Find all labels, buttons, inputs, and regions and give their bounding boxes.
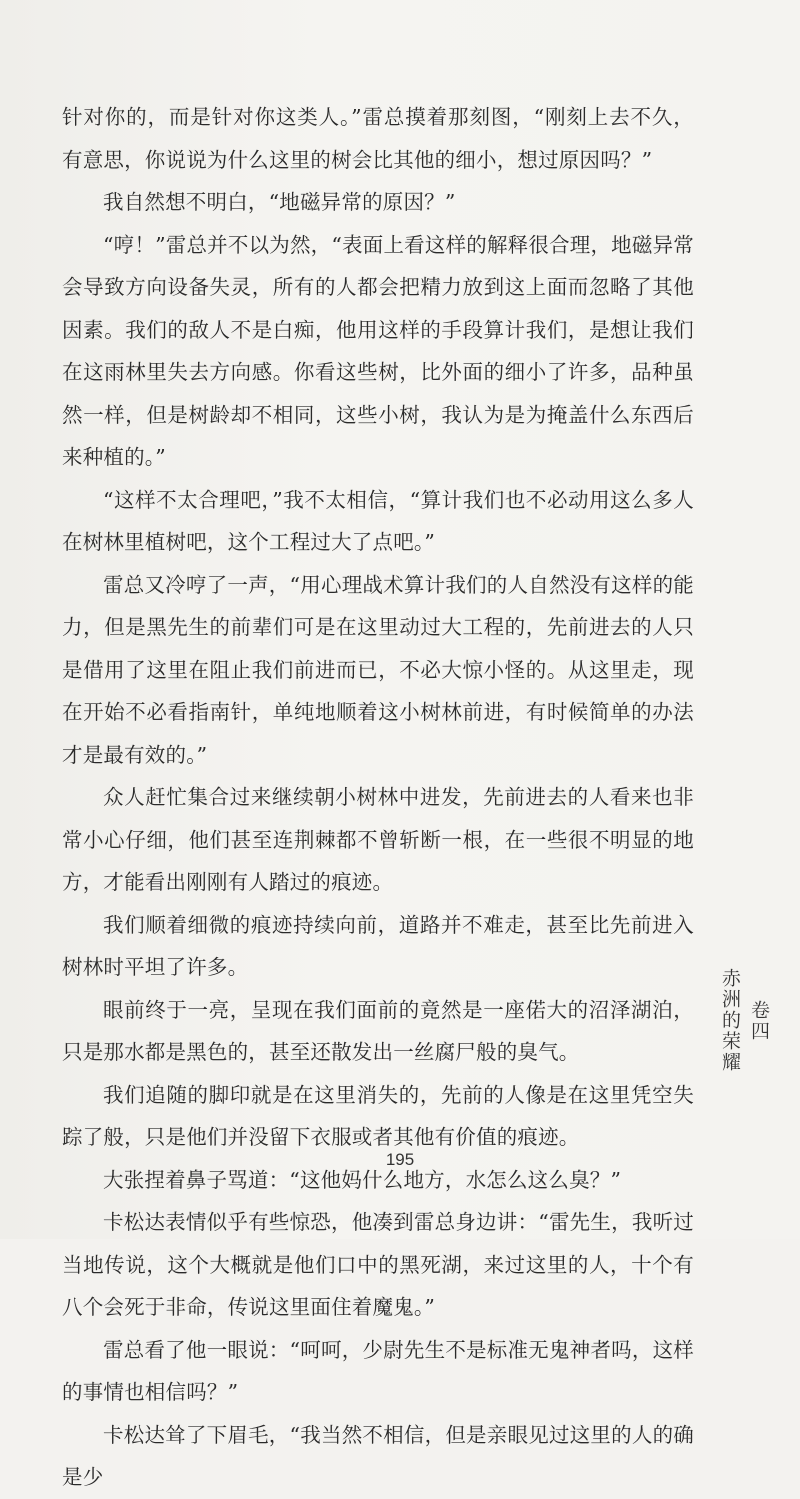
paragraph-7: 我们顺着细微的痕迹持续向前，道路并不难走，甚至比先前进入树林时平坦了许多。 bbox=[62, 912, 694, 979]
running-title bbox=[719, 968, 773, 1073]
paragraph-2: 我自然想不明白，“地磁异常的原因？” bbox=[103, 190, 456, 214]
paragraph-11: 卡松达表情似乎有些惊恐，他凑到雷总身边讲：“雷先生，我听过当地传说，这个大概就是他们口中的黑死湖，来过这里的人，十个有八个会死于非命，传说这里面住着魔鬼。” bbox=[62, 1210, 694, 1319]
body-text bbox=[62, 96, 694, 1499]
page-number: 195 bbox=[385, 1150, 415, 1169]
volume-name: 赤洲的荣耀 bbox=[719, 968, 741, 1073]
paragraph-3: “哼！”雷总并不以为然，“表面上看这样的解释很合理，地磁异常会导致方向设备失灵，所有的人都会把精力放到这上面而忽略了其他因素。我们的敌人不是白痴，他用这样的手段算计我们，是想让我们在这雨林里失去方向感。你看这些树，比外面的细小了许多，品种虽然一样，但是树龄却不相同，这些小树，我认为是为掩盖什么东西后来种植的。” bbox=[62, 232, 694, 469]
paragraph-1: 针对你的，而是针对你这类人。”雷总摸着那刻图，“刚刻上去不久，有意思，你说说为什么这里的树会比其他的细小，想过原因吗？” bbox=[62, 105, 694, 172]
paragraph-9: 我们追随的脚印就是在这里消失的，先前的人像是在这里凭空失踪了般，只是他们并没留下衣服或者其他有价值的痕迹。 bbox=[62, 1082, 694, 1149]
paragraph-10: 大张捏着鼻子骂道：“这他妈什么地方，水怎么这么臭？” bbox=[103, 1167, 622, 1192]
paragraph-12: 雷总看了他一眼说：“呵呵，少尉先生不是标准无鬼神者吗，这样的事情也相信吗？” bbox=[62, 1337, 694, 1404]
paragraph-5: 雷总又冷哼了一声，“用心理战术算计我们的人自然没有这样的能力，但是黑先生的前辈们可是在这里动过大工程的，先前进去的人只是借用了这里在阻止我们前进而已，不必大惊小怪的。从这里走，现在开始不必看指南针，单纯地顺着这小树林前进，有时候简单的办法才是最有效的。” bbox=[62, 572, 694, 767]
paragraph-8: 眼前终于一亮，呈现在我们面前的竟然是一座偌大的沼泽湖泊，只是那水都是黑色的，甚至还散发出一丝腐尸般的臭气。 bbox=[62, 997, 694, 1064]
volume-label: 卷四 bbox=[748, 999, 770, 1042]
paragraph-6: 众人赶忙集合过来继续朝小树林中进发，先前进去的人看来也非常小心仔细，他们甚至连荆棘都不曾斩断一根，在一些很不明显的地方，才能看出刚刚有人踏过的痕迹。 bbox=[62, 785, 694, 894]
paragraph-13: 卡松达耸了下眉毛，“我当然不相信，但是亲眼见过这里的人的确是少 bbox=[62, 1422, 694, 1489]
paragraph-4: “这样不太合理吧，”我不太相信，“算计我们也不必动用这么多人在树林里植树吧，这个工程过大了点吧。” bbox=[62, 487, 694, 554]
